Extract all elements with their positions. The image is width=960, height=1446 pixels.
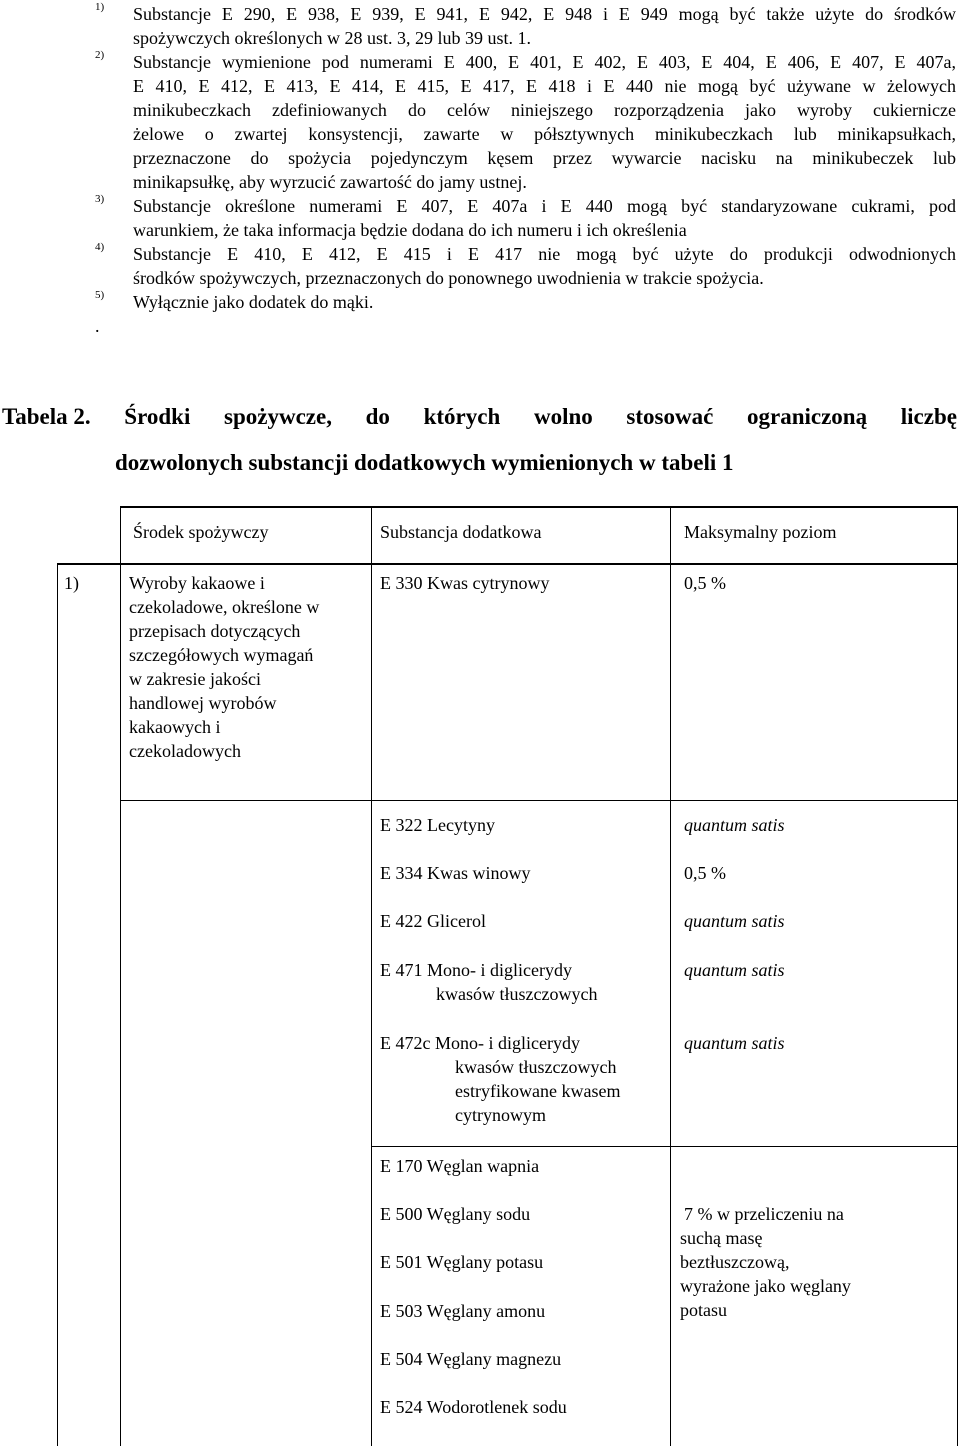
footnote-line: środków spożywczych, przeznaczonych do ponownego uwodnienia w trakcie spożycia. bbox=[133, 268, 764, 288]
footnote-text bbox=[133, 242, 956, 290]
caption-label: Tabela 2. bbox=[2, 404, 91, 429]
food-line: kakaowych i bbox=[129, 717, 221, 737]
row-number: 1) bbox=[64, 573, 79, 593]
additive-entry: E 504 Węglany magnezu bbox=[380, 1349, 562, 1369]
footnote-number: 3) bbox=[95, 193, 105, 205]
footnote-line: żelowe o zwartej konsystencji, zawarte w półsztywnych minikubeczkach lub minikapsułkach, bbox=[133, 124, 956, 144]
additive-entry: E 170 Węglan wapnia bbox=[380, 1156, 540, 1176]
caption-word: do bbox=[365, 404, 390, 429]
additive-line: kwasów tłuszczowych bbox=[455, 1057, 617, 1077]
additive-line: E 471 Mono- i diglicerydy bbox=[380, 960, 572, 980]
footnote-line: Substancje E 410, E 412, E 415 i E 417 nie mogą być użyte do produkcji odwodnionych bbox=[133, 244, 956, 264]
header-border-bottom bbox=[57, 563, 958, 565]
food-line: czekoladowych bbox=[129, 741, 241, 761]
caption-word: ograniczoną bbox=[746, 404, 868, 429]
caption-word: spożywcze, bbox=[224, 404, 332, 429]
max-level: quantum satis bbox=[684, 1033, 785, 1053]
max-level: quantum satis bbox=[684, 960, 785, 980]
additive-entry: E 501 Węglany potasu bbox=[380, 1252, 544, 1272]
footnote-text bbox=[133, 2, 956, 50]
footnote-number: 2) bbox=[95, 49, 105, 61]
max-line: 7 % w przeliczeniu na bbox=[684, 1204, 844, 1224]
header-additive: Substancja dodatkowa bbox=[380, 522, 542, 542]
food-line: czekoladowe, określone w bbox=[129, 597, 320, 617]
caption-word: stosować bbox=[626, 404, 714, 429]
max-line: potasu bbox=[680, 1300, 727, 1320]
additive-line: kwasów tłuszczowych bbox=[436, 984, 598, 1004]
table-border-left bbox=[57, 563, 58, 1446]
additive-entry: E 422 Glicerol bbox=[380, 911, 486, 931]
row-divider bbox=[120, 800, 958, 801]
food-line: handlowej wyrobów bbox=[129, 693, 277, 713]
footnote-number: 1) bbox=[95, 1, 105, 13]
max-line: suchą masę bbox=[680, 1228, 763, 1248]
additive-entry bbox=[380, 958, 597, 1006]
footnote-text bbox=[133, 290, 956, 314]
additive-entry: E 524 Wodorotlenek sodu bbox=[380, 1397, 567, 1417]
caption-word: wolno bbox=[533, 404, 593, 429]
footnote-line: warunkiem, że taka informacja będzie dodana do ich numeru i ich określenia bbox=[133, 220, 687, 240]
food-line: przepisach dotyczących bbox=[129, 621, 301, 641]
table-caption-line2: dozwolonych substancji dodatkowych wymienionych w tabeli 1 bbox=[115, 450, 734, 475]
row-divider bbox=[371, 1146, 958, 1147]
header-max-level: Maksymalny poziom bbox=[684, 522, 837, 542]
table-border-right bbox=[957, 506, 958, 1446]
footnote-line: Substancje E 290, E 938, E 939, E 941, E 942, E 948 i E 949 mogą być także użyte do środków bbox=[133, 4, 956, 24]
footnote-text bbox=[133, 194, 956, 242]
caption-word: liczbę bbox=[900, 404, 957, 429]
caption-word: Środki bbox=[124, 404, 191, 429]
additive-line: E 472c Mono- i diglicerydy bbox=[380, 1033, 580, 1053]
max-level: quantum satis bbox=[684, 815, 785, 835]
footnote-line: przeznaczone do spożycia pojedynczym kęsem przez wywarcie nacisku na minikubeczek lub bbox=[133, 148, 956, 168]
additive-entry: E 322 Lecytyny bbox=[380, 815, 495, 835]
max-level bbox=[680, 1202, 950, 1322]
footnote-number: 5) bbox=[95, 289, 105, 301]
column-divider bbox=[120, 506, 121, 1446]
table-border-top bbox=[120, 506, 958, 508]
footnote-line: spożywczych określonych w 28 ust. 3, 29 lub 39 ust. 1. bbox=[133, 28, 531, 48]
additive-entry: E 334 Kwas winowy bbox=[380, 863, 531, 883]
food-line: w zakresie jakości bbox=[129, 669, 261, 689]
food-line: szczegółowych wymagań bbox=[129, 645, 314, 665]
table-caption-line1 bbox=[2, 403, 957, 431]
max-line: beztłuszczową, bbox=[680, 1252, 790, 1272]
header-food: Środek spożywczy bbox=[133, 522, 269, 542]
max-level: 0,5 % bbox=[684, 573, 726, 593]
footnote-line: Wyłącznie jako dodatek do mąki. bbox=[133, 292, 374, 312]
max-level: 0,5 % bbox=[684, 863, 726, 883]
food-name bbox=[129, 571, 364, 763]
caption-word: których bbox=[423, 404, 501, 429]
footnote-line: Substancje określone numerami E 407, E 407a i E 440 mogą być standaryzowane cukrami, pod bbox=[133, 196, 956, 216]
additive-line: estryfikowane kwasem bbox=[455, 1081, 621, 1101]
additive-line: cytrynowym bbox=[455, 1105, 546, 1125]
max-level: quantum satis bbox=[684, 911, 785, 931]
footnote-text bbox=[133, 50, 956, 194]
max-line: wyrażone jako węglany bbox=[680, 1276, 851, 1296]
footnote-line: Substancje wymienione pod numerami E 400, E 401, E 402, E 403, E 404, E 406, E 407, E 407a, bbox=[133, 52, 956, 72]
footnote-line: E 410, E 412, E 413, E 414, E 415, E 417, E 418 i E 440 nie mogą być używane w żelowych bbox=[133, 76, 956, 96]
footnote-number: 4) bbox=[95, 241, 105, 253]
additive-entry: E 330 Kwas cytrynowy bbox=[380, 573, 550, 593]
stray-dot: . bbox=[95, 316, 100, 336]
additive-entry: E 503 Węglany amonu bbox=[380, 1301, 546, 1321]
additive-entry: E 500 Węglany sodu bbox=[380, 1204, 531, 1224]
food-line: Wyroby kakaowe i bbox=[129, 573, 265, 593]
footnote-line: minikubeczkach zdefiniowanych do celów niniejszego rozporządzenia jako wyroby cukiernicze bbox=[133, 100, 956, 120]
footnote-line: minikapsułkę, aby wyrzucić zawartość do jamy ustnej. bbox=[133, 172, 527, 192]
additive-entry bbox=[380, 1031, 620, 1127]
column-divider bbox=[670, 506, 671, 1446]
column-divider bbox=[371, 506, 372, 1446]
